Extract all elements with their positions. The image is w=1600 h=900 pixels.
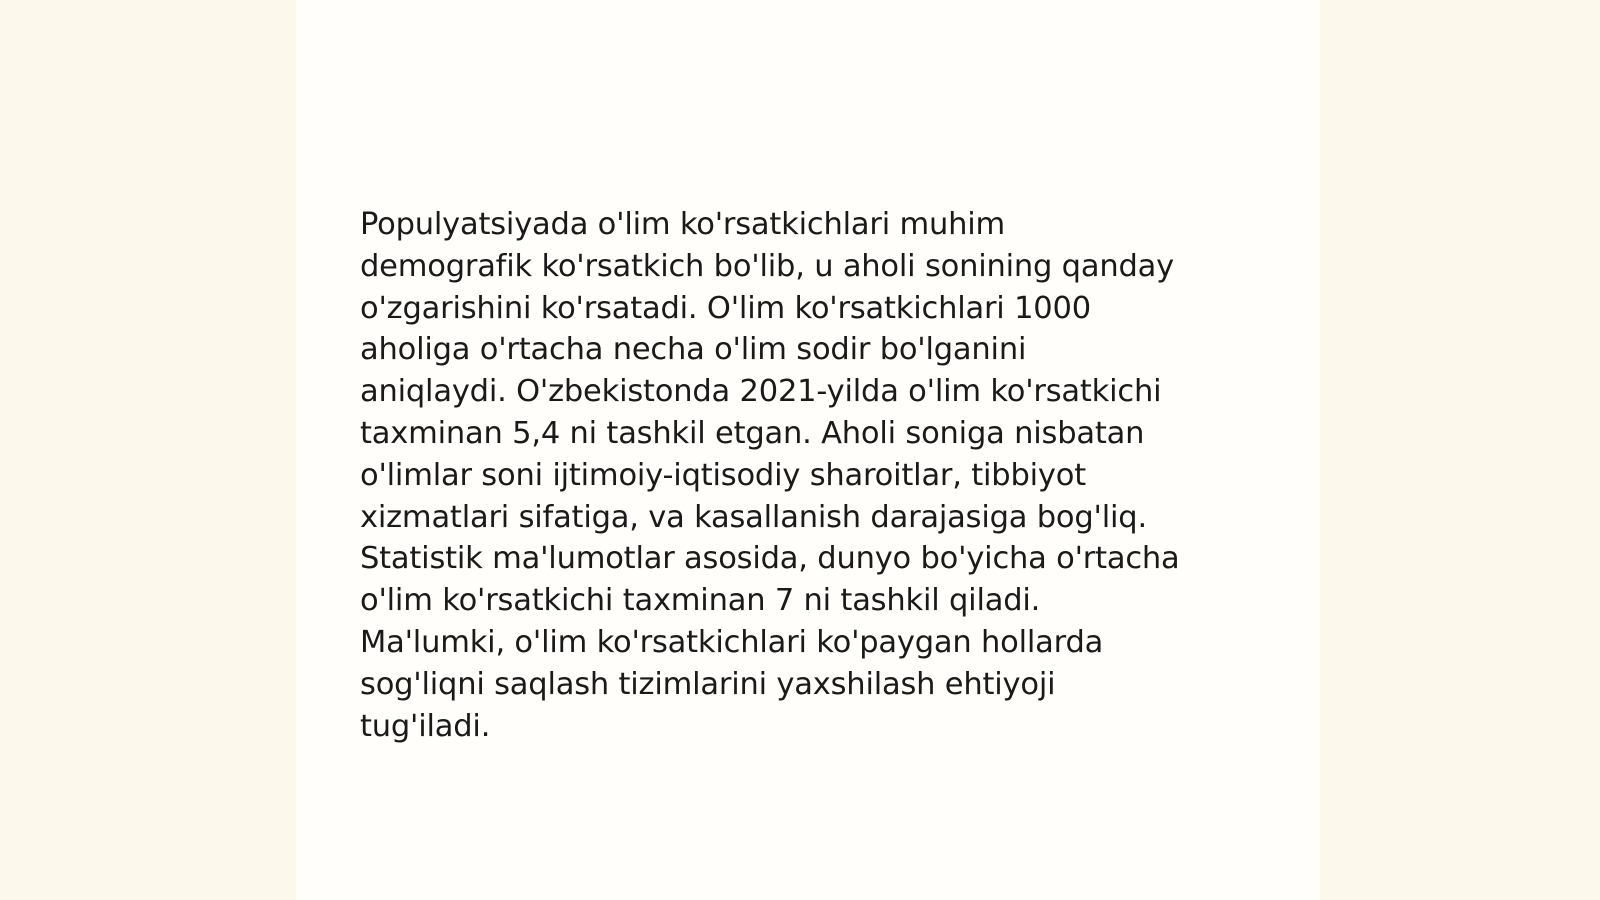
document-page: [296, 0, 1320, 900]
body-paragraph: Populyatsiyada o'lim ko'rsatkichlari muhim demografik ko'rsatkich bo'lib, u aholi sonining qanday o'zgarishini ko'rsatadi. O'lim ko'rsatkichlari 1000 aholiga o'rtacha necha o'lim sodir bo'lganini aniqlaydi. O'zbekistonda 2021-yilda o'lim ko'rsatkichi taxminan 5,4 ni tashkil etgan. Aholi soniga nisbatan o'limlar soni ijtimoiy-iqtisodiy sharoitlar, tibbiyot xizmatlari sifatiga, va kasallanish darajasiga bog'liq. Statistik ma'lumotlar asosida, dunyo bo'yicha o'rtacha o'lim ko'rsatkichi taxminan 7 ni tashkil qiladi. Ma'lumki, o'lim ko'rsatkichlari ko'paygan hollarda sog'liqni saqlash tizimlarini yaxshilash ehtiyoji tug'iladi.: [360, 207, 1180, 744]
